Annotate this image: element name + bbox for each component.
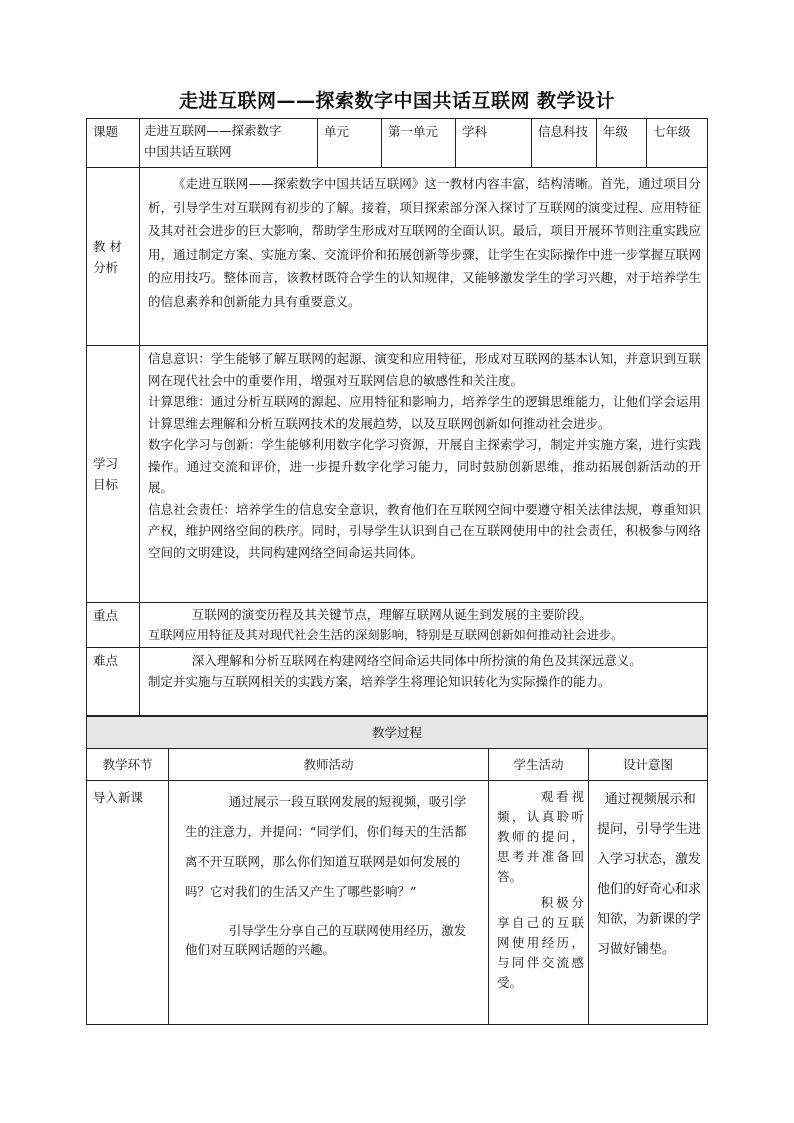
goal-social-responsibility: 信息社会责任：培养学生的信息安全意识，教育他们在互联网空间中要遵守相关法律法规，尊重知识产权，维护网络空间的秩序。同时，引导学生认识到自己在互联网使用中的社会责任，积极参与网络空间的文明建设，共同构建网络空间命运共同体。 <box>148 501 701 560</box>
student-activity-cell <box>489 781 589 1025</box>
key-point-2: 互联网应用特征及其对现代社会生活的深刻影响，特别是互联网创新如何推动社会进步。 <box>148 628 624 642</box>
course-row <box>87 119 708 168</box>
teacher-activity-cell <box>169 781 489 1025</box>
process-section-title: 教学过程 <box>87 717 708 749</box>
lesson-info-table <box>86 118 708 716</box>
goals-label-line2: 目标 <box>93 477 119 492</box>
student-activity-p1: 观看视频，认真聆听教师的提问，思考并准备回答。 <box>497 789 584 884</box>
unit-value: 第一单元 <box>382 119 456 168</box>
teacher-activity-p1: 通过展示一段互联网发展的短视频，吸引学生的注意力，并提问：“同学们，你们每天的生活都离不开互联网，那么你们知道互联网是如何发展的吗？它对我们的生活又产生了哪些影响？” <box>185 794 467 899</box>
goal-digital-learning: 数字化学习与创新：学生能够利用数字化学习资源，开展自主探索学习，制定并实施方案，进行实践操作。通过交流和评价，进一步提升数字化学习能力，同时鼓励创新思维，推动拓展创新活动的开展。 <box>148 437 701 495</box>
material-label-line2: 分析 <box>93 259 119 275</box>
design-intent-text: 通过视频展示和提问，引导学生进入学习状态，激发他们的好奇心和求知欲，为新课的学习做好铺垫。 <box>597 792 702 957</box>
subject-value: 信息科技 <box>532 119 597 168</box>
col-teacher-header: 教师活动 <box>169 749 489 781</box>
design-intent-cell <box>589 781 708 1025</box>
material-label <box>87 168 140 346</box>
material-text: 《走进互联网——探索数字中国共话互联网》这一教材内容丰富，结构清晰。首先，通过项目分析，引导学生对互联网有初步的了解。接着，项目探索部分深入探讨了互联网的演变过程、应用特征及其对社会进步的巨大影响，帮助学生形成对互联网的全面认识。最后，项目开展环节则注重实践应用，通过制定方案、实施方案、交流评价和拓展创新等步骤，让学生在实际操作中进一步掌握互联网的应用技巧。整体而言，该教材既符合学生的认知规律，又能够激发学生的学习兴趣，对于培养学生的信息素养和创新能力具有重要意义。 <box>148 176 701 309</box>
grade-value: 七年级 <box>647 119 708 168</box>
teaching-process-table <box>86 716 708 1025</box>
process-header-row <box>87 749 708 781</box>
difficulties-label: 难点 <box>87 648 140 716</box>
process-row-intro <box>87 781 708 1025</box>
key-points-row <box>87 603 708 648</box>
course-value-line1: 走进互联网——探索数字 <box>144 123 282 138</box>
course-value-line2: 中国共话互联网 <box>144 144 232 159</box>
col-stage-header: 教学环节 <box>87 749 169 781</box>
goal-information-awareness: 信息意识：学生能够了解互联网的起源、演变和应用特征，形成对互联网的基本认知，并意识到互联网在现代社会中的重要作用，增强对互联网信息的敏感性和关注度。 <box>148 351 701 388</box>
goals-label-line1: 学习 <box>93 456 119 471</box>
stage-cell: 导入新课 <box>87 781 169 1025</box>
key-point-1: 互联网的演变历程及其关键节点，理解互联网从诞生到发展的主要阶段。 <box>191 607 592 622</box>
goal-computational-thinking: 计算思维：通过分析互联网的源起、应用特征和影响力，培养学生的逻辑思维能力，让他们学会运用计算思维去理解和分析互联网技术的发展趋势，以及互联网创新如何推动社会进步。 <box>148 394 701 431</box>
col-student-header: 学生活动 <box>489 749 589 781</box>
material-label-line1: 教 材 <box>93 238 122 254</box>
teacher-activity-p2: 引导学生分享自己的互联网使用经历，激发他们对互联网话题的兴趣。 <box>185 923 467 957</box>
course-value <box>140 119 318 168</box>
difficulties-row <box>87 648 708 716</box>
col-design-header: 设计意图 <box>589 749 708 781</box>
goals-label <box>87 346 140 603</box>
difficulty-2: 制定并实施与互联网相关的实践方案，培养学生将理论知识转化为实际操作的能力。 <box>148 674 611 689</box>
document-title: 走进互联网——探索数字中国共话互联网 教学设计 <box>178 90 616 112</box>
key-points-label: 重点 <box>87 603 140 648</box>
unit-label: 单元 <box>318 119 382 168</box>
student-activity-p2: 积极分享自己的互联网使用经历，与同伴交流感受。 <box>497 895 584 990</box>
subject-label: 学科 <box>456 119 532 168</box>
goals-row <box>87 346 708 603</box>
grade-label: 年级 <box>597 119 647 168</box>
difficulty-1: 深入理解和分析互联网在构建网络空间命运共同体中所扮演的角色及其深远意义。 <box>191 653 642 668</box>
course-label: 课题 <box>87 119 140 168</box>
material-row <box>87 168 708 346</box>
